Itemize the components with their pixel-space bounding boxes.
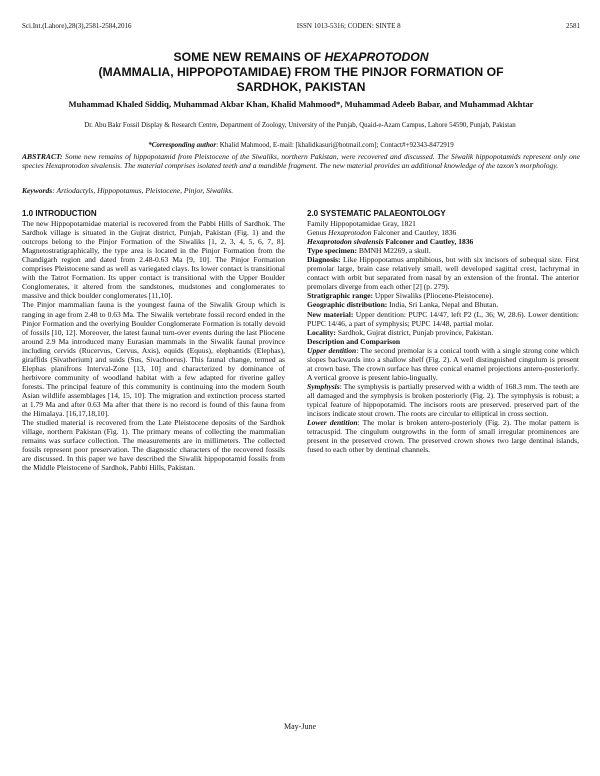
stratigraphic-range	[307, 291, 579, 300]
paper-title	[22, 50, 580, 95]
abstract-text: Some new remains of hippopotamid from Pleistocene of the Siwaliks, northern Pakistan, were recovered and discussed. The Siwalik hippopotamids represent only one species Hexaprotodon sivalensis. The material comprises isolated teeth and a mandible fragment. The new material provides an additional knowledge of the taxon’s morphology.	[22, 152, 580, 171]
page-footer: May-June	[284, 722, 316, 731]
geo-text: India, Sri Lanka, Nepal and Bhutan.	[387, 300, 499, 310]
material-text: Upper dentition: PUPC 14/47, left P2 (L, 36; W, 28.6). Lower dentition: PUPC 14/46, a part of symphysis; PUPC 14/48, partial molar.	[307, 309, 579, 328]
intro-paragraph-3: The studied material is recovered from the Late Pleistocene deposits of the Sardhok village, northern Pakistan (Fig. 1). The primary means of collecting the mammalian remains was surface collection. The measurements are in millimeters. The collected fossils represent poor preservation. The diagnostic characters of the recovered fossils are discussed. In this paper we have described the Siwalik hippopotamid fossils from the Middle Pleistocene of Sardhok, Pabbi Hills, Pakistan.	[22, 418, 285, 473]
right-column	[307, 209, 579, 454]
diagnosis-text: Like Hippopotamus amphibious, but with six incisors of subequal size. First premolar large, brain case relatively small, well developed sagittal crest, lachrymal in contact with orbit but separated from nasal by an extension of the frontal. The anterior premolars diverge from each other [2] (p. 279).	[307, 255, 579, 292]
type-label: Type specimen:	[307, 246, 357, 256]
running-header	[22, 22, 580, 34]
symphysis-label: Symphysis	[307, 381, 340, 391]
journal-citation: Sci.Int.(Lahore),28(3),2581-2584,2016	[22, 22, 132, 30]
corresponding-label: *Corresponding author	[148, 141, 217, 149]
type-text: BMNH M2269, a skull.	[356, 246, 431, 256]
author-list: Muhammad Khaled Siddiq, Muhammad Akbar Khan, Khalid Mahmood*, Muhammad Adeeb Babar, and Muhammad Akhtar	[68, 99, 534, 109]
geographic-distribution	[307, 300, 579, 309]
strat-text: Upper Siwaliks (Pliocene-Pleistocene).	[373, 291, 494, 301]
intro-paragraph-2: The Pinjor mammalian fauna is the youngest fauna of the Siwalik Group which is ranging in age from 2.48 to 0.63 Ma. The Siwalik vertebrate fossil record ended in the Pinjor Formation and the overlying Boulder Conglomerate Formation is totally devoid of fossils [10, 12]. Moreover, the latest faunal turn-over events during the last Pliocene around 2.9 Ma introduced many Eurasian mammals in the Siwalik faunal province including cervids (Rucervus, Cervus, Axis), equids (Equus), elephantids (Elephas), giraffids (Sivatherium) and suids (Sus, Sivachoerus). This faunal change, termed as Elephas planifrons Interval-Zone [13, 10] and characterized by dominance of herbivore community of woodland habitat with a few adapted for riverine galley forests. The principal feature of this community is continuing into the modern South Asian wildlife assemblages [14, 15, 10]. The migration and extinction process started at 1.79 Ma and after 0.63 Ma after that there is no record is found of this fauna from the Himalaya. [16,17,18,10].	[22, 300, 285, 419]
strat-label: Stratigraphic range:	[307, 291, 374, 301]
lower-dentition	[307, 418, 579, 454]
corresponding-contact[interactable]: : Khalid Mahmood, E-mail: [khalidkasuri@hotmail.com]; Contact#+92343-8472919	[216, 141, 454, 149]
intro-paragraph-1: The new Hippopotamidae material is recovered from the Pabbi Hills of Sardhok. The Sardhok village is situated in the Gujrat district, Punjab, Pakistan (Fig. 1) and the outcrops belong to the Pinjor Formation of the Siwaliks [1, 2, 3, 4, 5, 6, 7, 8]. Magnetostratigraphically, the type area is located in the Pinjor Formation from the Chandigarh region and dated from 2.48-0.63 Ma [9, 10]. The Pinjor Formation comprises Pleistocene sand as well as variegated clays. Its lower contact is transitional with the Tatrot Formation. Its upper contact is transitional with the Upper Boulder Conglomerates, it altered from the sandstones, mudstones and conglomerates to massive and thick boulder conglomerates [11,10].	[22, 219, 285, 301]
abstract-label: ABSTRACT:	[22, 152, 63, 161]
keywords-text: : Artiodactyls, Hippopotamus, Pleistocene, Pinjor, Siwaliks.	[52, 186, 234, 195]
title-line2: (MAMMALIA, HIPPOPOTAMIDAE) FROM THE PINJOR FORMATION OF	[98, 65, 504, 79]
symphysis	[307, 382, 579, 418]
abstract	[22, 152, 580, 171]
lower-dentition-text: : The molar is broken antero-posterioly (Fig. 2). The molar pattern is tetracuspid. The cingulum outgrowths in the form of small irregular prominences are present in the preserved crown. The preserved crown shows two large dentinal islands, fused to each other by dentinal channels.	[307, 418, 579, 455]
species-name: Hexaprotodon sivalensis	[307, 237, 384, 247]
geo-label: Geographic distribution:	[307, 300, 388, 310]
lower-dentition-label: Lower dentition	[307, 418, 358, 428]
diagnosis-label: Diagnosis:	[307, 255, 341, 265]
description-heading: Description and Comparison	[307, 336, 401, 346]
upper-dentition-text: : The second premolar is a conical tooth with a single strong cone which slopes backwards into a shallow shelf (Fig. 2). A well distinguished cingulum is present at crown base. The crown surface has three conical enamel projections antero-posteriorly. A vertical groove is present labio-lingually.	[307, 345, 579, 382]
introduction-heading: 1.0 INTRODUCTION	[22, 209, 97, 218]
genus-name: Hexaprotodon	[328, 228, 372, 238]
family-line: Family Hippopotamidae Gray, 1821	[307, 219, 416, 229]
corresponding-author	[22, 141, 580, 150]
page-number: 2581	[565, 22, 580, 30]
systematics-heading: 2.0 SYSTEMATIC PALAEONTOLOGY	[307, 209, 446, 218]
species-authority: Falconer and Cautley, 1836	[383, 237, 474, 247]
locality-label: Locality:	[307, 327, 336, 337]
locality-text: Sardhok, Gujrat district, Punjab province, Pakistan.	[335, 327, 494, 337]
keywords-label: Keywords	[22, 186, 53, 195]
genus-line	[307, 228, 579, 237]
species-line	[307, 237, 579, 246]
diagnosis	[307, 255, 579, 291]
upper-dentition-label: Upper dentition	[307, 345, 357, 355]
genus-authority: Falconer and Cautley, 1836	[371, 228, 457, 238]
issn-line: ISSN 1013-5316; CODEN: SINTE 8	[296, 22, 401, 30]
left-column	[22, 209, 285, 472]
symphysis-text: : The symphysis is partially preserved with a width of 168.3 mm. The teeth are all damaged and the symphysis is broken posteriorly (Fig. 2). The symphysis is robust; a typical feature of hippopotamid. The incisors roots are preserved. preserved part of the incisors indicate stout crown. The roots are circular to elliptical in cross section.	[307, 381, 579, 419]
title-line1-prefix: SOME NEW REMAINS OF	[173, 50, 325, 64]
new-material	[307, 310, 579, 328]
type-specimen	[307, 246, 579, 255]
keywords	[22, 186, 580, 195]
title-genus: HEXAPROTODON	[324, 50, 429, 64]
genus-prefix: Genus	[307, 228, 329, 238]
upper-dentition	[307, 346, 579, 382]
material-label: New material:	[307, 309, 354, 319]
affiliation: Dr. Abu Bakr Fossil Display & Research Centre, Department of Zoology, University of the Punjab, Quaid-e-Azam Campus, Lahore 54590, Punjab, Pakistan	[84, 122, 516, 129]
title-line3: SARDHOK, PAKISTAN	[236, 80, 366, 94]
locality	[307, 328, 579, 337]
